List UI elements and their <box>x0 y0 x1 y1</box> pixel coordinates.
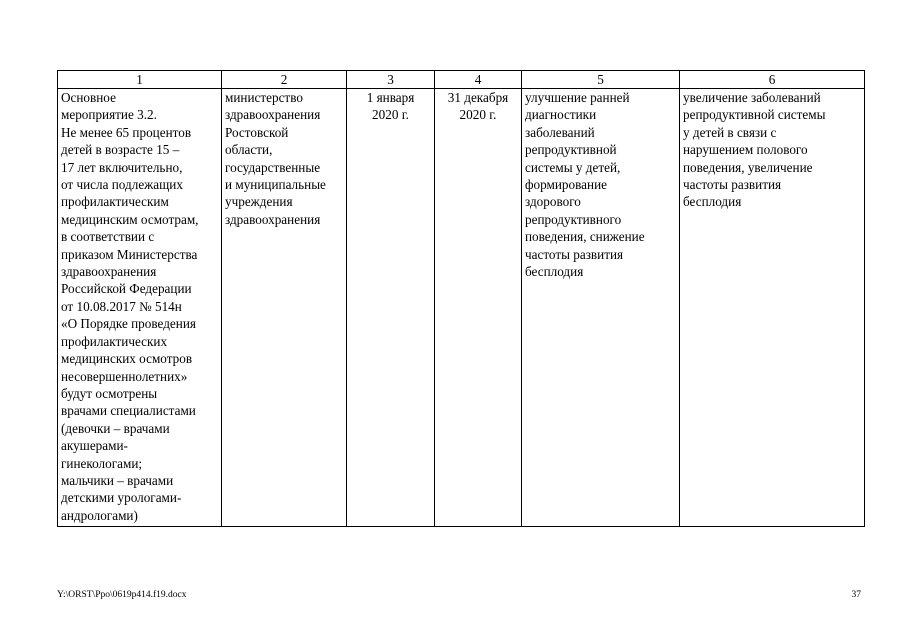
cell-text-line: медицинским осмотрам, <box>61 211 199 227</box>
cell-text-line: будут осмотрены <box>61 385 158 401</box>
cell-text-line: акушерами- <box>61 438 128 454</box>
cell-text-line: частоты развития <box>525 246 624 262</box>
cell-text-line: здравоохранения <box>61 264 157 280</box>
cell-text-line: несовершеннолетних» <box>61 368 188 384</box>
header-col-4: 4 <box>435 71 522 89</box>
cell-text-line: формирование <box>525 177 607 193</box>
cell-text-line: приказом Министерства <box>61 246 198 262</box>
cell-consequences <box>680 89 865 527</box>
cell-text-line: системы у детей, <box>525 159 621 175</box>
cell-text-line: Основное <box>61 90 116 105</box>
cell-start-date <box>347 89 435 527</box>
cell-text-line: поведения, снижение <box>525 229 645 245</box>
cell-text-line: от числа подлежащих <box>61 177 183 193</box>
cell-text-line: здравоохранения <box>225 107 321 123</box>
header-col-2: 2 <box>222 71 347 89</box>
cell-text-line: медицинских осмотров <box>61 351 193 367</box>
cell-text-line: поведения, увеличение <box>683 159 813 175</box>
footer-page-number: 37 <box>851 590 861 600</box>
cell-text-line: Не менее 65 процентов <box>61 124 192 140</box>
cell-expected-result <box>522 89 680 527</box>
cell-text-line: 31 декабря <box>447 90 509 105</box>
cell-text-line: репродуктивной системы <box>683 107 826 123</box>
cell-text-line: министерство <box>225 90 303 105</box>
cell-text-line: (девочки – врачами <box>61 420 170 436</box>
cell-text-line: мальчики – врачами <box>61 472 174 488</box>
cell-end-date <box>435 89 522 527</box>
cell-text-line: 2020 г. <box>372 107 409 123</box>
table-header-row <box>58 71 865 89</box>
cell-text-line: области, <box>225 142 273 158</box>
cell-text-line: детей в возрасте 15 – <box>61 142 180 158</box>
cell-text-line: бесплодия <box>525 264 584 280</box>
header-col-6: 6 <box>680 71 865 89</box>
cell-text-line: в соответствии с <box>61 229 155 245</box>
cell-text-line: 17 лет включительно, <box>61 159 183 175</box>
cell-text-line: детскими урологами- <box>61 490 182 506</box>
cell-text-line: частоты развития <box>683 177 782 193</box>
footer-file-path: Y:\ORST\Ppo\0619p414.f19.docx <box>57 590 187 600</box>
header-col-3: 3 <box>347 71 435 89</box>
cell-text-line: Российской Федерации <box>61 281 192 297</box>
cell-text-line: государственные <box>225 159 321 175</box>
cell-text-line: 1 января <box>366 90 415 105</box>
cell-text-line: профилактических <box>61 333 168 349</box>
cell-text-line: учреждения <box>225 194 293 210</box>
cell-text-line: здорового <box>525 194 581 210</box>
cell-text-line: диагностики <box>525 107 597 123</box>
header-col-1: 1 <box>58 71 222 89</box>
cell-text-line: гинекологами; <box>61 455 143 471</box>
cell-text-line: андрологами) <box>61 507 138 523</box>
cell-text-line: мероприятие 3.2. <box>61 107 157 123</box>
cell-text-line: врачами специалистами <box>61 403 196 419</box>
cell-text-line: Ростовской <box>225 124 289 140</box>
cell-responsible <box>222 89 347 527</box>
cell-text-line: 2020 г. <box>459 107 497 123</box>
cell-text-line: профилактическим <box>61 194 169 210</box>
cell-text-line: нарушением полового <box>683 142 808 158</box>
cell-text-line: «О Порядке проведения <box>61 316 196 332</box>
cell-text-line: бесплодия <box>683 194 742 210</box>
cell-text-line: у детей в связи с <box>683 124 777 140</box>
cell-text-line: здравоохранения <box>225 211 321 227</box>
cell-text-line: и муниципальные <box>225 177 326 193</box>
cell-text-line: улучшение ранней <box>525 90 630 105</box>
cell-text-line: репродуктивного <box>525 211 622 227</box>
cell-measure-description <box>58 89 222 527</box>
table-row <box>58 89 865 527</box>
measures-table <box>57 70 865 527</box>
header-col-5: 5 <box>522 71 680 89</box>
cell-text-line: репродуктивной <box>525 142 617 158</box>
cell-text-line: от 10.08.2017 № 514н <box>61 298 182 314</box>
cell-text-line: заболеваний <box>525 124 595 140</box>
cell-text-line: увеличение заболеваний <box>683 90 821 105</box>
